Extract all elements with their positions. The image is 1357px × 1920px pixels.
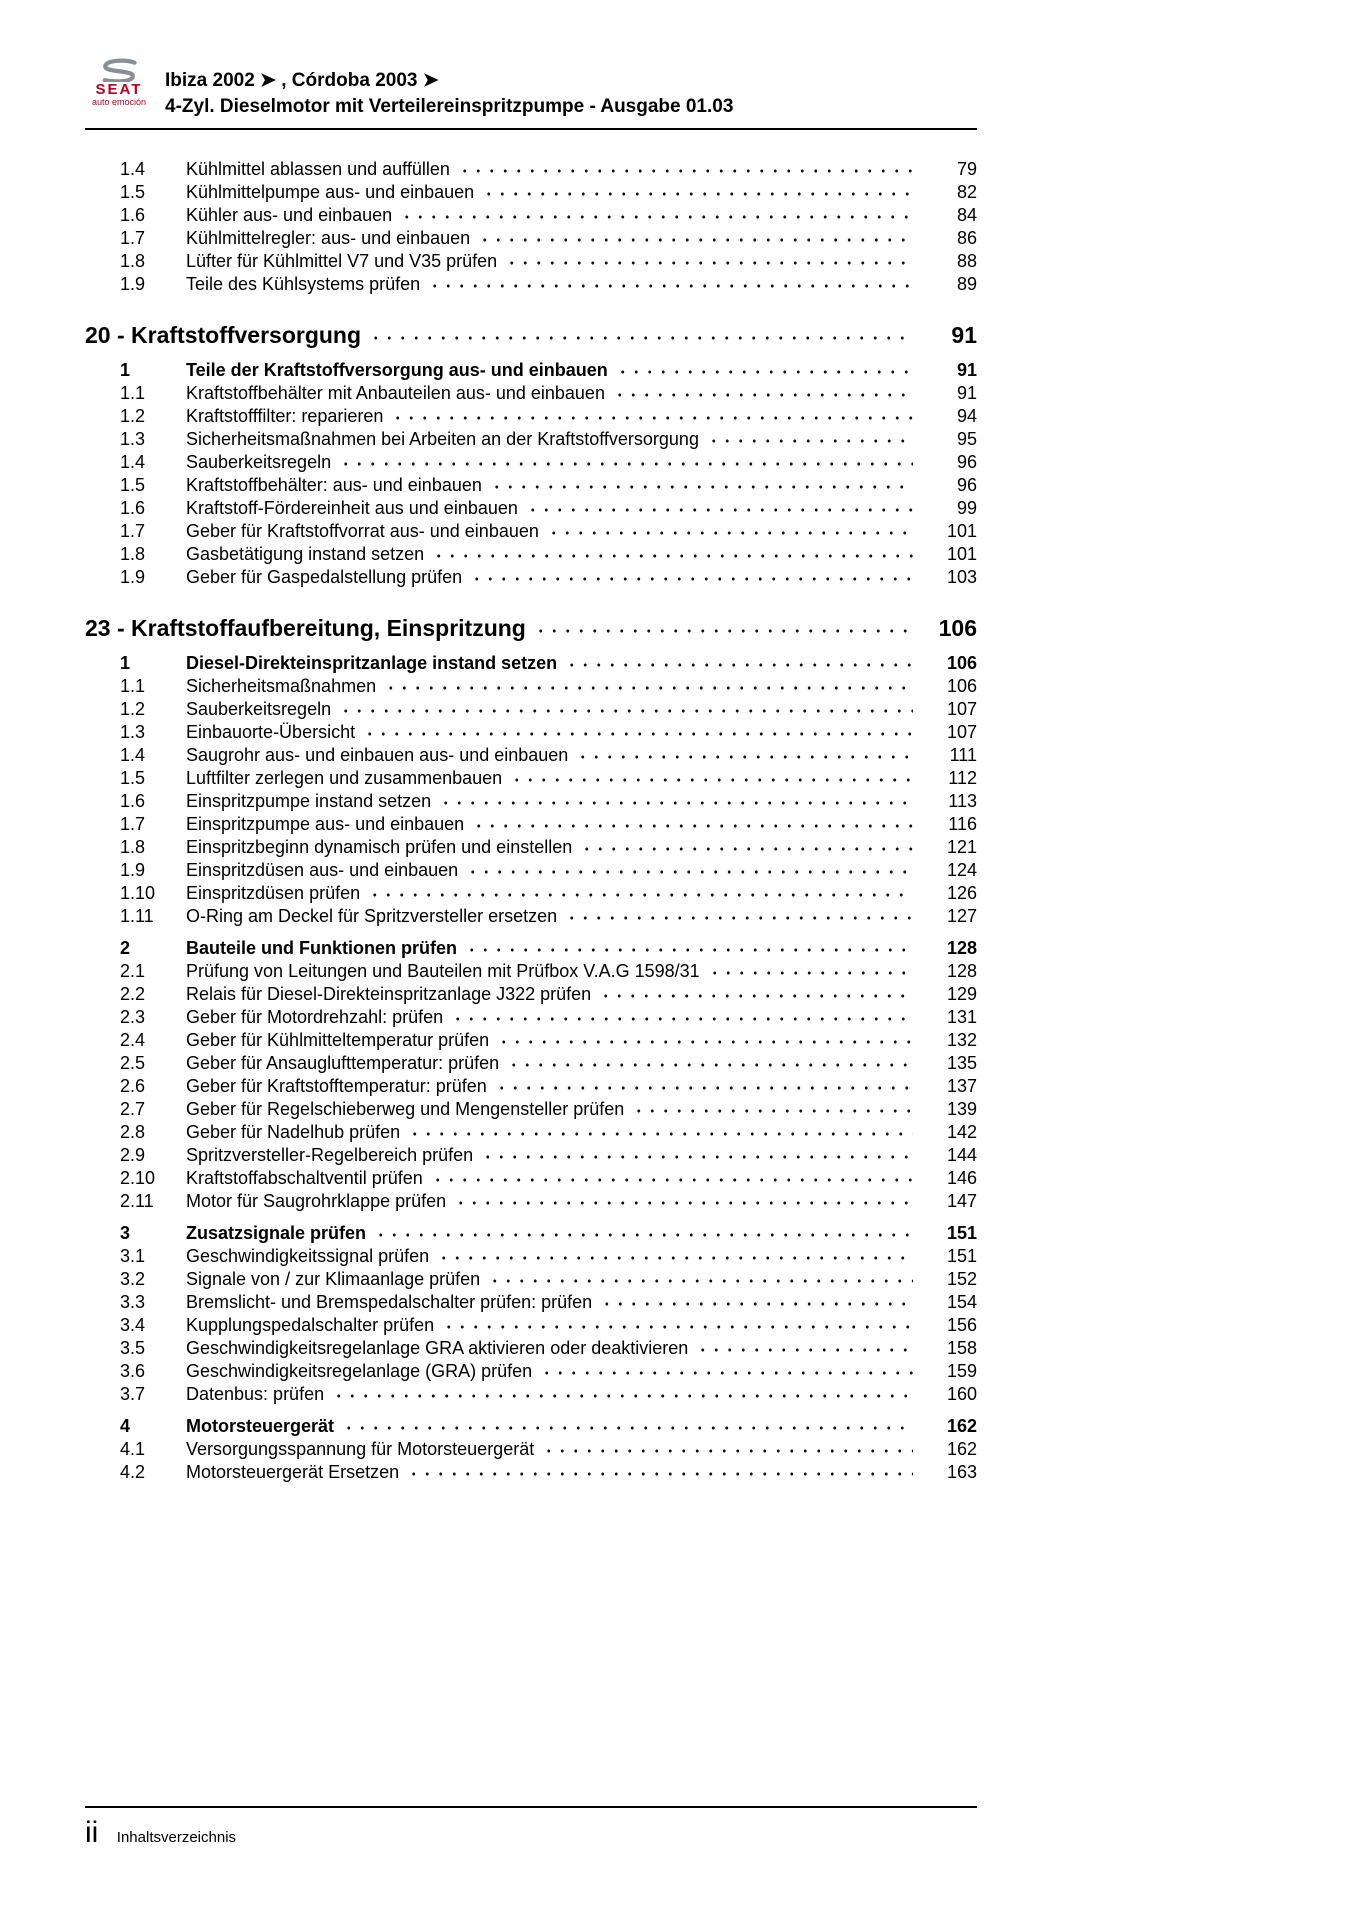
toc-entry-row [85,960,977,983]
toc-entry-row [85,204,977,227]
toc-page-number: 128 [946,961,977,981]
toc-entry-row [85,1121,977,1144]
dot-leader [616,359,913,382]
toc-entry-title: Sicherheitsmaßnahmen [186,676,377,696]
toc-page-number: 147 [946,1191,977,1211]
toc-page-number: 128 [946,938,977,958]
toc-entry-number: 1.2 [120,699,146,719]
toc-entry-number: 1 [120,360,131,380]
toc-entry-row [85,1144,977,1167]
toc-entry-number: 3.6 [120,1361,146,1381]
toc-page-number: 101 [946,544,977,564]
toc-page-number: 142 [946,1122,977,1142]
toc-entry-number: 2.4 [120,1030,146,1050]
toc-entry-title: Einspritzdüsen aus- und einbauen [186,860,459,880]
dot-leader [547,520,913,543]
toc-page-number: 162 [946,1416,977,1436]
dot-leader [542,1438,913,1461]
toc-entry-title: Kühler aus- und einbauen [186,205,393,225]
toc-page-number: 106 [946,653,977,673]
toc-entry-number: 3.7 [120,1384,146,1404]
toc-entry-title: Gasbetätigung instand setzen [186,544,425,564]
toc-page-number: 116 [948,814,977,834]
toc-entry-title: Diesel-Direkteinspritzanlage instand setzen [186,653,558,673]
toc-entry-title: Geber für Kühlmitteltemperatur prüfen [186,1030,490,1050]
toc-entry-number: 3.5 [120,1338,146,1358]
toc-entry-number: 1.5 [120,182,146,202]
seat-logo [85,58,153,108]
toc-page-number: 162 [946,1439,977,1459]
toc-entry-number: 1.7 [120,814,146,834]
toc-entry-title: Datenbus: prüfen [186,1384,325,1404]
toc-entry-number: 2.8 [120,1122,146,1142]
toc-page-number: 113 [948,791,977,811]
toc-entry-row [85,451,977,474]
toc-entry-row [85,543,977,566]
toc-entry-row [85,227,977,250]
toc-entry-title: Saugrohr aus- und einbauen aus- und einbauen [186,745,569,765]
toc-entry-row [85,382,977,405]
toc-entry-title: Lüfter für Kühlmittel V7 und V35 prüfen [186,251,498,271]
toc-page-number: 132 [946,1030,977,1050]
toc-section-title: 20 - Kraftstoffversorgung [85,322,362,348]
toc-entry-title: Teile des Kühlsystems prüfen [186,274,421,294]
toc-entry-row [85,520,977,543]
toc-page-number: 95 [956,429,977,449]
toc-entry-title: Kraftstoff-Fördereinheit aus und einbauen [186,498,518,518]
toc-page-number: 107 [946,699,977,719]
toc-entry-row [85,905,977,928]
dot-leader [369,320,913,350]
toc-entry-title: Geschwindigkeitsregelanlage (GRA) prüfen [186,1361,533,1381]
toc-page-number: 107 [946,722,977,742]
toc-entry-row [85,882,977,905]
toc-page-number: 160 [946,1384,977,1404]
toc-entry-row [85,359,977,382]
toc-page-number: 101 [946,521,977,541]
dot-leader [576,744,913,767]
toc-page-number: 99 [956,498,977,518]
toc-page-number: 111 [949,745,977,765]
toc-entry-title: Kraftstofffilter: reparieren [186,406,384,426]
toc-entry-title: Einspritzpumpe instand setzen [186,791,432,811]
toc-entry-row [85,698,977,721]
toc-entry-row [85,474,977,497]
dot-leader [632,1098,913,1121]
dot-leader [466,859,913,882]
footer-divider [85,1806,977,1808]
toc-page-number: 88 [956,251,977,271]
toc-entry-row [85,937,977,960]
toc-entry-title: Sauberkeitsregeln [186,452,332,472]
toc-entry-title: Sicherheitsmaßnahmen bei Arbeiten an der Kraftstoffversorgung [186,429,699,449]
toc-page-number: 159 [946,1361,977,1381]
toc-entry-row [85,250,977,273]
toc-entry-number: 1.9 [120,860,146,880]
toc-page-number: 146 [946,1168,977,1188]
toc-entry-number: 2.9 [120,1145,146,1165]
dot-leader [490,474,913,497]
toc-entry-row [85,497,977,520]
toc-entry-number: 1.8 [120,251,146,271]
toc-page-number: 163 [946,1462,977,1482]
toc-entry-title: Kupplungspedalschalter prüfen [186,1315,435,1335]
toc-section-row [85,320,977,350]
toc-entry-row [85,721,977,744]
toc-page-number: 156 [946,1315,977,1335]
dot-leader [408,1121,913,1144]
toc-entry-title: Motorsteuergerät [186,1416,335,1436]
toc-entry-title: Prüfung von Leitungen und Bauteilen mit Prüfbox V.A.G 1598/31 [186,961,700,981]
toc-entry-row [85,652,977,675]
toc-page-number: 91 [956,383,977,403]
toc-page-number: 112 [948,768,977,788]
toc-entry-number: 2.11 [120,1191,154,1211]
dot-leader [472,813,913,836]
toc-entry-number: 4.2 [120,1462,146,1482]
toc-entry-number: 1.1 [120,383,146,403]
dot-leader [368,882,913,905]
toc-entry-title: Motor für Saugrohrklappe prüfen [186,1191,447,1211]
dot-leader [696,1337,913,1360]
toc-page-number: 158 [946,1338,977,1358]
toc-entry-number: 1.4 [120,452,146,472]
dot-leader [465,937,913,960]
toc-entry-title: Geber für Kraftstoffvorrat aus- und einbauen [186,521,539,541]
toc-entry-title: Geschwindigkeitsregelanlage GRA aktivieren oder deaktivieren [186,1338,689,1358]
toc-entry-row [85,744,977,767]
toc-entry-row [85,1167,977,1190]
toc-entry-number: 1.8 [120,544,146,564]
toc-entry-row [85,566,977,589]
page-footer [85,1798,977,1848]
page-header [85,58,977,120]
toc-page-number: 131 [946,1007,977,1027]
toc-entry-title: Geber für Gaspedalstellung prüfen [186,567,463,587]
dot-leader [600,1291,913,1314]
toc-entry-number: 3.1 [120,1246,146,1266]
toc-entry-title: Teile der Kraftstoffversorgung aus- und einbauen [186,360,608,380]
toc-entry-row [85,1360,977,1383]
toc-entry-title: Einspritzbeginn dynamisch prüfen und einstellen [186,837,573,857]
seat-brand-text: SEAT [95,81,143,98]
dot-leader [384,675,913,698]
toc-entry-row [85,158,977,181]
toc-entry-number: 2.6 [120,1076,146,1096]
dot-leader [510,767,913,790]
toc-page-number: 121 [946,837,977,857]
toc-entry-title: Kühlmittelpumpe aus- und einbauen [186,182,475,202]
dot-leader [374,1222,913,1245]
dot-leader [407,1461,913,1484]
toc-entry-number: 1.7 [120,228,146,248]
toc-page-number: 129 [946,984,977,1004]
table-of-contents [85,158,977,1484]
dot-leader [565,652,913,675]
document-title-subject: 4-Zyl. Dieselmotor mit Verteilereinspritzpumpe - Ausgabe 01.03 [165,96,734,117]
toc-entry-number: 4.1 [120,1439,146,1459]
toc-entry-number: 2.2 [120,984,146,1004]
toc-entry-title: Kühlmittel ablassen und auffüllen [186,159,450,179]
dot-leader [497,1029,913,1052]
dot-leader [451,1006,913,1029]
toc-entry-number: 1.9 [120,274,146,294]
toc-entry-number: 2.7 [120,1099,146,1119]
dot-leader [540,1360,913,1383]
dot-leader [505,250,913,273]
toc-page-number: 151 [946,1246,977,1266]
dot-leader [565,905,913,928]
dot-leader [526,497,913,520]
toc-page-number: 91 [956,360,977,380]
toc-entry-title: Einspritzpumpe aus- und einbauen [186,814,465,834]
toc-entry-row [85,1268,977,1291]
toc-page-number: 135 [946,1053,977,1073]
dot-leader [708,960,913,983]
dot-leader [488,1268,913,1291]
toc-entry-number: 1.4 [120,745,146,765]
seat-s-icon [97,58,141,82]
toc-entry-number: 2.3 [120,1007,146,1027]
toc-entry-number: 2.1 [120,961,146,981]
toc-entry-title: Kraftstoffabschaltventil prüfen [186,1168,423,1188]
dot-leader [580,836,913,859]
toc-entry-row [85,273,977,296]
toc-entry-number: 1.9 [120,567,146,587]
toc-page-number: 82 [956,182,977,202]
toc-entry-title: Geber für Ansauglufttemperatur: prüfen [186,1053,500,1073]
toc-page-number: 127 [946,906,977,926]
toc-entry-row [85,1075,977,1098]
toc-entry-number: 1.8 [120,837,146,857]
toc-entry-title: O-Ring am Deckel für Spritzversteller ersetzen [186,906,558,926]
toc-page-number: 154 [946,1292,977,1312]
toc-page-number: 126 [946,883,977,903]
toc-entry-title: Kraftstoffbehälter: aus- und einbauen [186,475,482,495]
dot-leader [507,1052,913,1075]
toc-entry-row [85,1006,977,1029]
toc-entry-number: 3.4 [120,1315,146,1335]
toc-entry-row [85,1245,977,1268]
toc-entry-title: Kraftstoffbehälter mit Anbauteilen aus- und einbauen [186,383,605,403]
toc-entry-title: Bremslicht- und Bremspedalschalter prüfen: prüfen [186,1292,593,1312]
toc-page-number: 139 [946,1099,977,1119]
toc-entry-number: 1.4 [120,159,146,179]
dot-leader [470,566,913,589]
toc-entry-row [85,1222,977,1245]
toc-entry-row [85,181,977,204]
toc-page-number: 151 [946,1223,977,1243]
toc-entry-row [85,1291,977,1314]
toc-entry-number: 1.6 [120,791,146,811]
dot-leader [599,983,913,1006]
dot-leader [534,613,913,643]
toc-section-row [85,613,977,643]
dot-leader [342,1415,913,1438]
dot-leader [482,181,913,204]
toc-entry-row [85,1098,977,1121]
toc-page-number: 106 [938,615,977,641]
toc-entry-title: Spritzversteller-Regelbereich prüfen [186,1145,474,1165]
footer-page-number: ii [85,1816,99,1849]
document-title-block [165,58,733,120]
toc-entry-row [85,1052,977,1075]
toc-entry-number: 2 [120,938,131,958]
toc-entry-number: 1.11 [120,906,154,926]
toc-entry-title: Geber für Nadelhub prüfen [186,1122,401,1142]
toc-entry-row [85,790,977,813]
dot-leader [495,1075,913,1098]
toc-entry-number: 4 [120,1416,131,1436]
toc-section-title: 23 - Kraftstoffaufbereitung, Einspritzung [85,615,526,641]
toc-page-number: 106 [946,676,977,696]
toc-entry-row [85,428,977,451]
toc-entry-title: Einspritzdüsen prüfen [186,883,361,903]
toc-entry-title: Geber für Motordrehzahl: prüfen [186,1007,444,1027]
dot-leader [442,1314,913,1337]
seat-tagline: auto emoción [91,97,147,107]
toc-entry-number: 1.5 [120,768,146,788]
toc-entry-title: Geber für Regelschieberweg und Mengensteller prüfen [186,1099,625,1119]
toc-entry-title: Versorgungsspannung für Motorsteuergerät [186,1439,535,1459]
toc-entry-row [85,983,977,1006]
toc-entry-number: 1.6 [120,498,146,518]
dot-leader [339,451,913,474]
toc-page-number: 124 [946,860,977,880]
dot-leader [332,1383,913,1406]
dot-leader [439,790,913,813]
toc-page-number: 86 [956,228,977,248]
dot-leader [707,428,913,451]
toc-entry-row [85,1337,977,1360]
toc-entry-row [85,1438,977,1461]
document-page [85,58,977,1488]
dot-leader [431,1167,913,1190]
toc-page-number: 96 [956,475,977,495]
dot-leader [454,1190,913,1213]
toc-entry-number: 1.5 [120,475,146,495]
document-title-models: Ibiza 2002 ➤ , Córdoba 2003 ➤ [165,70,439,91]
toc-entry-row [85,859,977,882]
dot-leader [339,698,913,721]
toc-group [85,320,977,589]
toc-entry-number: 1.3 [120,429,146,449]
toc-page-number: 152 [946,1269,977,1289]
toc-page-number: 79 [956,159,977,179]
toc-entry-number: 3.2 [120,1269,146,1289]
toc-entry-number: 3 [120,1223,131,1243]
toc-entry-title: Relais für Diesel-Direkteinspritzanlage J322 prüfen [186,984,592,1004]
toc-entry-row [85,836,977,859]
toc-entry-title: Kühlmittelregler: aus- und einbauen [186,228,471,248]
dot-leader [613,382,913,405]
toc-group [85,613,977,1484]
toc-entry-row [85,675,977,698]
dot-leader [428,273,913,296]
dot-leader [481,1144,913,1167]
toc-entry-number: 1.6 [120,205,146,225]
toc-entry-row [85,1190,977,1213]
dot-leader [432,543,913,566]
dot-leader [400,204,913,227]
toc-entry-row [85,1461,977,1484]
footer-label: Inhaltsverzeichnis [116,1829,237,1846]
toc-entry-row [85,1029,977,1052]
dot-leader [391,405,913,428]
toc-entry-title: Sauberkeitsregeln [186,699,332,719]
toc-entry-title: Motorsteuergerät Ersetzen [186,1462,400,1482]
toc-entry-row [85,767,977,790]
toc-entry-row [85,405,977,428]
toc-page-number: 89 [956,274,977,294]
toc-entry-title: Luftfilter zerlegen und zusammenbauen [186,768,503,788]
toc-entry-title: Signale von / zur Klimaanlage prüfen [186,1269,481,1289]
dot-leader [437,1245,913,1268]
toc-entry-title: Geschwindigkeitssignal prüfen [186,1246,430,1266]
dot-leader [458,158,913,181]
toc-entry-number: 1.3 [120,722,146,742]
toc-entry-title: Zusatzsignale prüfen [186,1223,367,1243]
toc-entry-number: 1 [120,653,131,673]
toc-entry-number: 1.2 [120,406,146,426]
toc-entry-title: Bauteile und Funktionen prüfen [186,938,457,958]
toc-page-number: 137 [946,1076,977,1096]
toc-entry-number: 2.5 [120,1053,146,1073]
dot-leader [478,227,913,250]
toc-entry-number: 2.10 [120,1168,156,1188]
toc-entry-number: 1.1 [120,676,146,696]
toc-entry-number: 1.10 [120,883,156,903]
header-divider [85,128,977,130]
toc-group [85,158,977,296]
toc-entry-title: Einbauorte-Übersicht [186,722,356,742]
toc-entry-number: 1.7 [120,521,146,541]
toc-entry-row [85,1383,977,1406]
toc-page-number: 103 [946,567,977,587]
toc-page-number: 91 [951,322,977,348]
toc-entry-title: Geber für Kraftstofftemperatur: prüfen [186,1076,487,1096]
toc-entry-row [85,1314,977,1337]
toc-page-number: 96 [956,452,977,472]
dot-leader [363,721,913,744]
toc-entry-row [85,813,977,836]
toc-page-number: 144 [946,1145,977,1165]
footer-line [85,1818,977,1848]
toc-page-number: 94 [956,406,977,426]
toc-entry-row [85,1415,977,1438]
toc-entry-number: 3.3 [120,1292,146,1312]
toc-page-number: 84 [956,205,977,225]
